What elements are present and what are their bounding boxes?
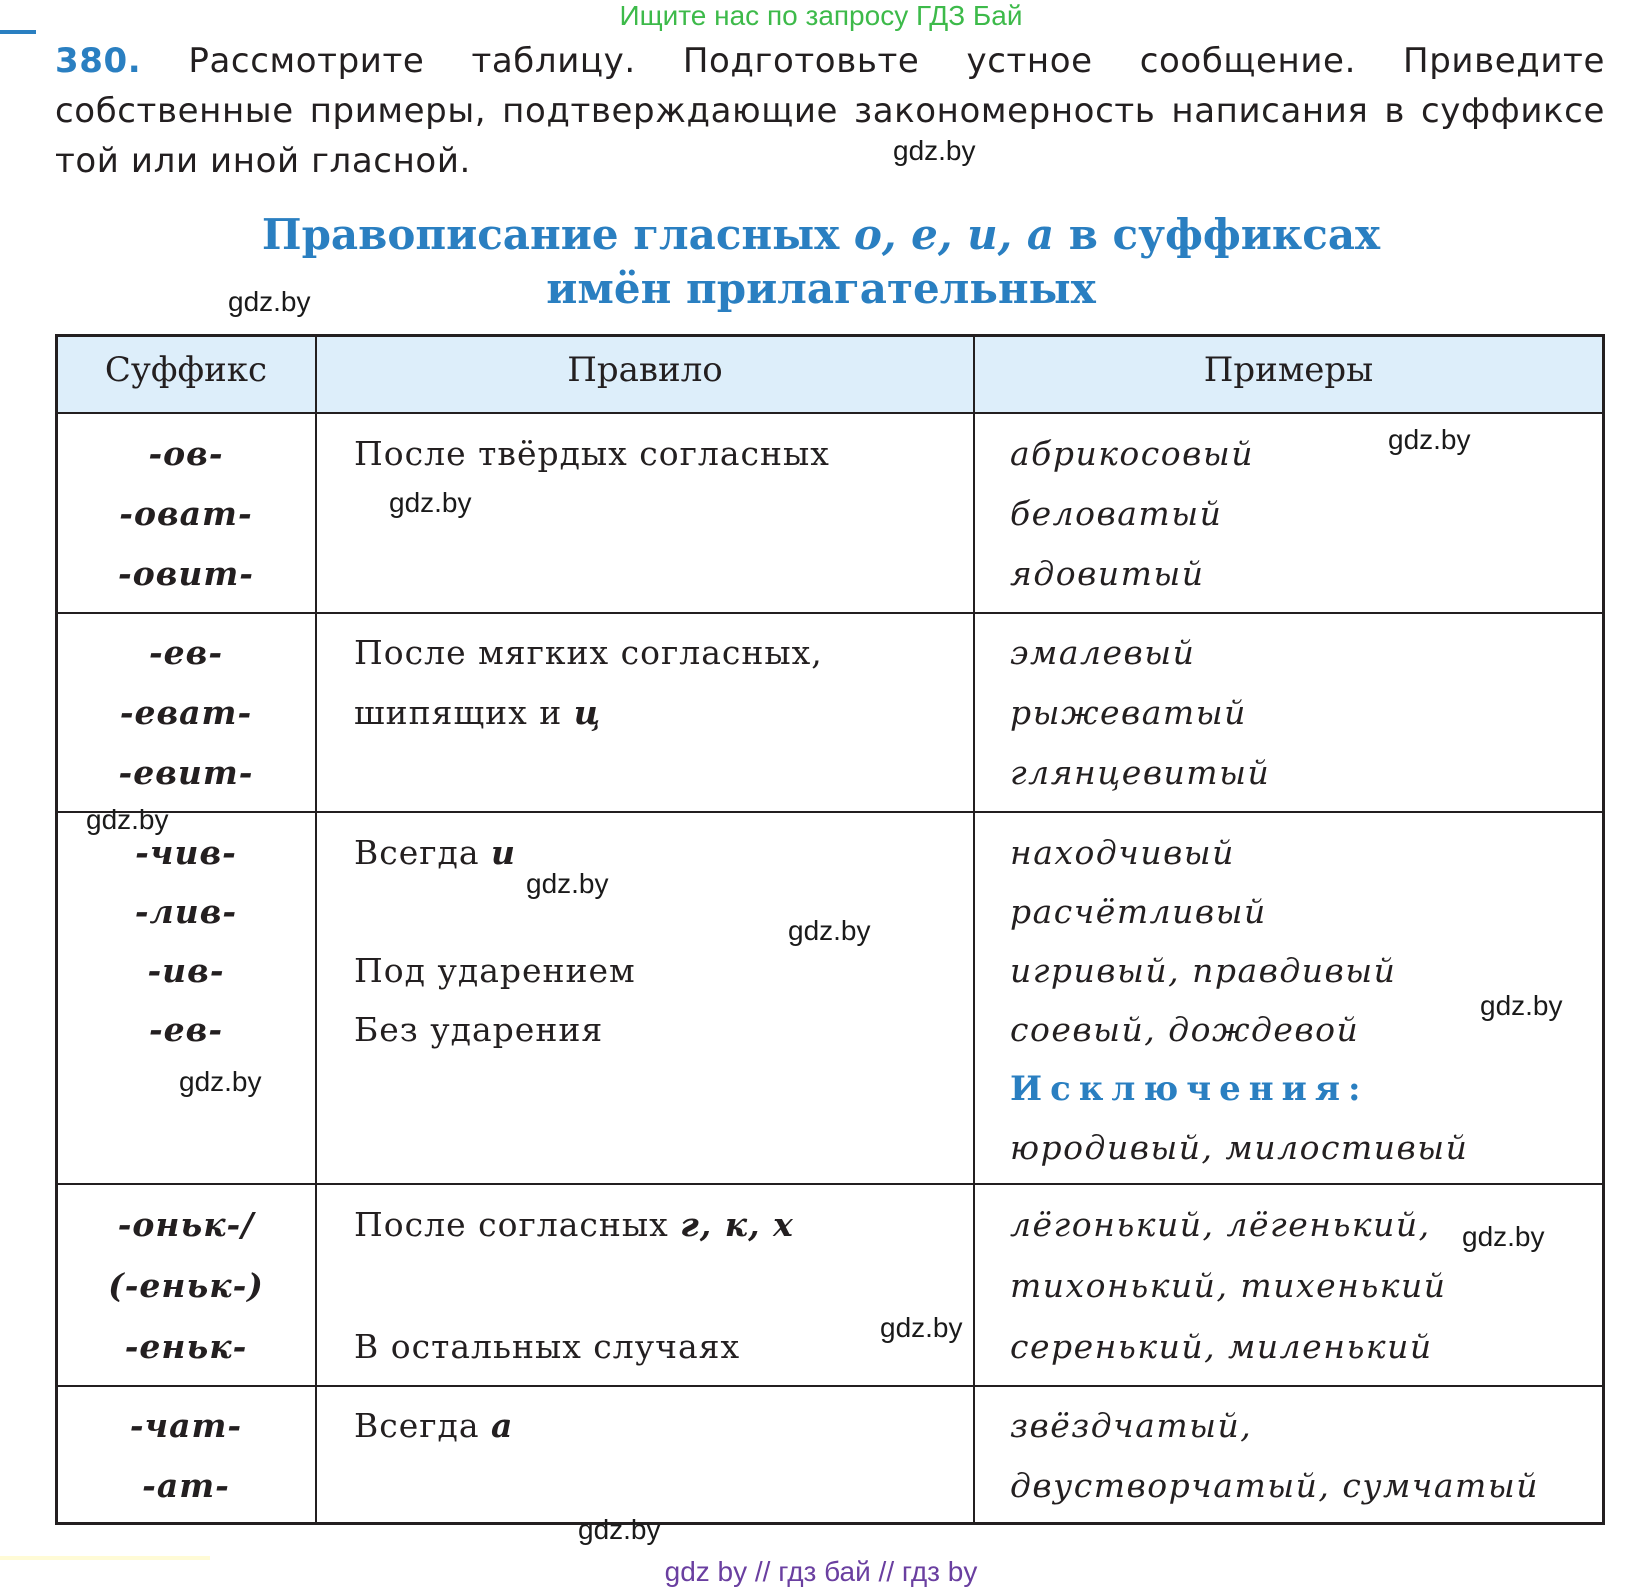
suffix-evat: -еват-: [119, 693, 253, 732]
rule-row2-line1: После мягких согласных,: [354, 633, 823, 672]
exceptions-label: Исключения:: [1010, 1069, 1369, 1109]
example-row4-1: лёгонький, лёгенький,: [1010, 1205, 1431, 1244]
watermark: gdz.by: [228, 286, 311, 317]
task-text: [55, 36, 1605, 186]
top-banner: Ищите нас по запросу ГДЗ Бай: [619, 0, 1023, 31]
rule-row4-letters: г, к, х: [680, 1205, 794, 1244]
table-border-row4: [55, 1385, 1605, 1387]
watermark: gdz.by: [526, 868, 609, 899]
example-row2-3: глянцевитый: [1010, 753, 1271, 792]
watermark: gdz.by: [788, 915, 871, 946]
task-body: Рассмотрите таблицу. Подготовьте устное сообщение. Приведите собственные примеры, подтверждающие закономерность написания в суффиксе той или иной гласной.: [55, 41, 1605, 181]
footer: gdz by // гдз бай // гдз by: [664, 1556, 978, 1587]
rule-row4-line1: [354, 1205, 794, 1244]
watermark: gdz.by: [179, 1066, 262, 1097]
rule-row3-text: Всегда: [354, 833, 492, 872]
table-border-header: [55, 412, 1605, 414]
title-post: в суффиксах: [1054, 210, 1381, 259]
example-row3-2: расчётливый: [1010, 892, 1267, 931]
suffix-enk: -еньк-: [124, 1327, 248, 1366]
rule-row4-text: После согласных: [354, 1205, 681, 1244]
suffix-ev-2: -ев-: [148, 1010, 224, 1049]
table-border-top: [55, 334, 1605, 337]
table-col-divider-2: [973, 334, 975, 1525]
rule-row1: После твёрдых согласных: [354, 434, 830, 473]
table-border-row2: [55, 811, 1605, 813]
rule-row3-letter: и: [491, 833, 517, 872]
suffix-chiv: -чив-: [135, 833, 237, 872]
watermark: gdz.by: [893, 135, 976, 166]
example-row4-2: тихонький, тихенький: [1010, 1266, 1447, 1305]
rule-row5-text: Всегда: [354, 1406, 492, 1445]
example-row2-1: эмалевый: [1010, 633, 1196, 672]
suffix-at: -ат-: [142, 1466, 230, 1505]
example-row1-2: беловатый: [1010, 494, 1223, 533]
example-row3-4: соевый, дождевой: [1010, 1010, 1360, 1049]
watermark: gdz.by: [389, 487, 472, 518]
exceptions-examples: юродивый, милостивый: [1010, 1128, 1469, 1167]
rule-row5-letter: а: [491, 1406, 514, 1445]
suffix-iv: -ив-: [147, 951, 225, 990]
table-border-bottom: [55, 1522, 1605, 1525]
suffix-ev: -ев-: [148, 633, 224, 672]
suffix-ovit: -овит-: [118, 554, 254, 593]
header-suffix: Суффикс: [104, 350, 268, 390]
table-border-row1: [55, 612, 1605, 614]
suffix-enk-paren: (-еньк-): [108, 1266, 264, 1305]
example-row2-2: рыжеватый: [1010, 693, 1247, 732]
watermark: gdz.by: [880, 1312, 963, 1343]
example-row4-3: серенький, миленький: [1010, 1327, 1433, 1366]
suffix-liv: -лив-: [134, 892, 238, 931]
title-vowels: о, е, и, а: [853, 210, 1055, 259]
suffix-evit: -евит-: [118, 753, 254, 792]
title-line-2: имён прилагательных: [546, 264, 1096, 313]
table-border-right: [1602, 334, 1605, 1525]
rule-row3-line1: [354, 833, 516, 872]
header-rule: Правило: [567, 350, 723, 390]
example-row5-1: звёздчатый,: [1010, 1406, 1253, 1445]
watermark: gdz.by: [86, 804, 169, 835]
watermark: gdz.by: [1388, 424, 1471, 455]
table-border-row3: [55, 1183, 1605, 1185]
corner-mark: [0, 30, 36, 34]
rule-row2-letter: ц: [573, 693, 602, 732]
example-row1-3: ядовитый: [1010, 554, 1205, 593]
example-row5-2: двустворчатый, сумчатый: [1010, 1466, 1539, 1505]
suffix-chat: -чат-: [129, 1406, 243, 1445]
rule-row3-line3: Без ударения: [354, 1010, 604, 1049]
task-number: 380.: [55, 41, 142, 81]
watermark: gdz.by: [578, 1514, 661, 1545]
rule-row2-line2: [354, 693, 601, 732]
example-row1-1: абрикосовый: [1010, 434, 1254, 473]
example-row3-1: находчивый: [1010, 833, 1235, 872]
header-examples: Примеры: [1203, 350, 1374, 390]
title-line-1: [0, 208, 1642, 262]
rule-row3-line2: Под ударением: [354, 951, 636, 990]
suffix-ovat: -оват-: [119, 494, 253, 533]
suffix-ov: -ов-: [148, 434, 224, 473]
suffix-onk: -оньк-/: [117, 1205, 255, 1244]
rule-row5: [354, 1406, 513, 1445]
table-col-divider-1: [315, 334, 317, 1525]
example-row3-3: игривый, правдивый: [1010, 951, 1397, 990]
rule-row2-text: шипящих и: [354, 693, 574, 732]
rule-row4-line2: В остальных случаях: [354, 1327, 741, 1366]
watermark: gdz.by: [1462, 1221, 1545, 1252]
title-pre: Правописание гласных: [261, 210, 854, 259]
watermark: gdz.by: [1480, 990, 1563, 1021]
